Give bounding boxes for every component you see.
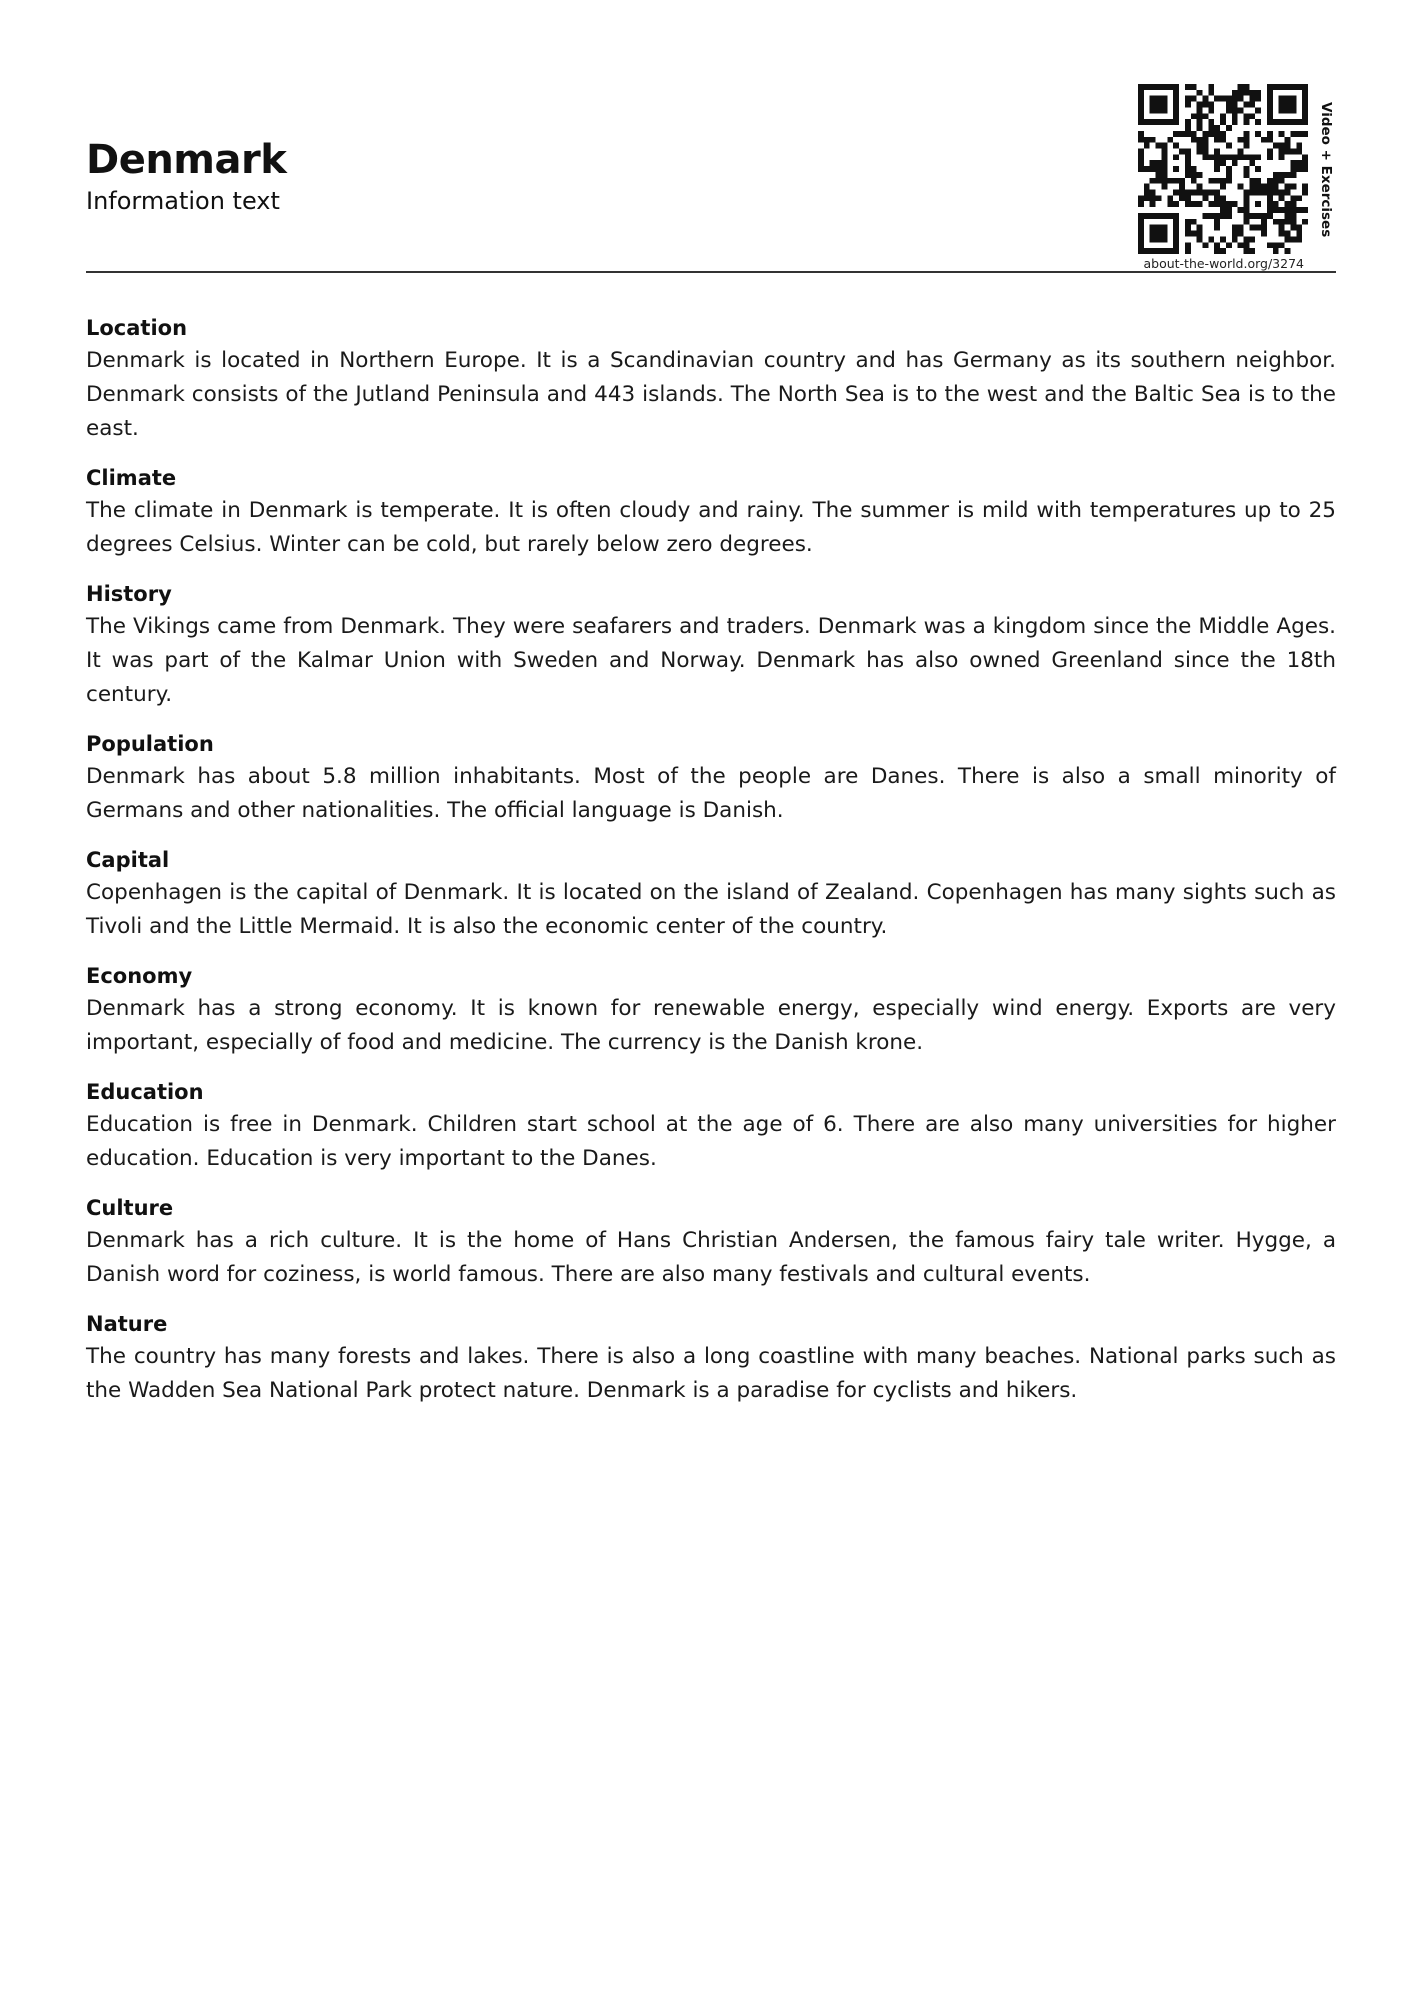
section-heading: Location xyxy=(86,316,188,340)
document-header xyxy=(86,0,1336,275)
section-heading: Population xyxy=(86,732,214,756)
section-heading: Nature xyxy=(86,1312,168,1336)
section-heading: Capital xyxy=(86,848,170,872)
section-capital xyxy=(86,844,1336,944)
section-body: Denmark has a strong economy. It is known for renewable energy, especially wind energy. Exports are very important, especially of food and medicine. The currency is the Danish krone. xyxy=(86,996,1336,1055)
section-body: The climate in Denmark is temperate. It is often cloudy and rainy. The summer is mild with temperatures up to 25 degrees Celsius. Winter can be cold, but rarely below zero degrees. xyxy=(86,498,1336,557)
section-education xyxy=(86,1076,1336,1176)
section-heading: Economy xyxy=(86,964,193,988)
section-body: Denmark has a rich culture. It is the home of Hans Christian Andersen, the famous fairy tale writer. Hygge, a Danish word for coziness, is world famous. There are also many festivals and cultural events. xyxy=(86,1228,1336,1287)
section-body: Denmark has about 5.8 million inhabitants. Most of the people are Danes. There is also a small minority of Germans and other nationalities. The official language is Danish. xyxy=(86,764,1336,823)
section-body: The Vikings came from Denmark. They were seafarers and traders. Denmark was a kingdom since the Middle Ages. It was part of the Kalmar Union with Sweden and Norway. Denmark has also owned Greenland since the 18th century. xyxy=(86,614,1336,707)
section-population xyxy=(86,728,1336,828)
page-subtitle: Information text xyxy=(86,187,280,215)
section-heading: History xyxy=(86,582,172,606)
section-body: The country has many forests and lakes. There is also a long coastline with many beaches. National parks such as the Wadden Sea National Park protect nature. Denmark is a paradise for cyclists and hikers. xyxy=(86,1344,1336,1403)
section-heading: Climate xyxy=(86,466,177,490)
section-body: Education is free in Denmark. Children start school at the age of 6. There are also many universities for higher education. Education is very important to the Danes. xyxy=(86,1112,1336,1171)
section-history xyxy=(86,578,1336,712)
document-page xyxy=(86,0,1336,2000)
qr-block[interactable] xyxy=(1126,82,1336,274)
qr-side-label: Video + Exercises xyxy=(1318,102,1334,238)
section-heading: Education xyxy=(86,1080,204,1104)
header-divider xyxy=(86,271,1336,273)
section-heading: Culture xyxy=(86,1196,174,1220)
section-climate xyxy=(86,462,1336,562)
section-body: Copenhagen is the capital of Denmark. It is located on the island of Zealand. Copenhagen has many sights such as Tivoli and the Little Mermaid. It is also the economic center of the country. xyxy=(86,880,1336,939)
section-location xyxy=(86,312,1336,446)
section-culture xyxy=(86,1192,1336,1292)
document-content xyxy=(86,312,1336,1424)
section-economy xyxy=(86,960,1336,1060)
section-nature xyxy=(86,1308,1336,1408)
qr-code-icon[interactable] xyxy=(1138,84,1308,254)
page-title: Denmark xyxy=(86,137,287,183)
qr-url-label[interactable]: about-the-world.org/3274 xyxy=(1143,256,1304,271)
section-body: Denmark is located in Northern Europe. It is a Scandinavian country and has Germany as its southern neighbor. Denmark consists of the Jutland Peninsula and 443 islands. The North Sea is to the west and the Baltic Sea is to the east. xyxy=(86,348,1336,441)
